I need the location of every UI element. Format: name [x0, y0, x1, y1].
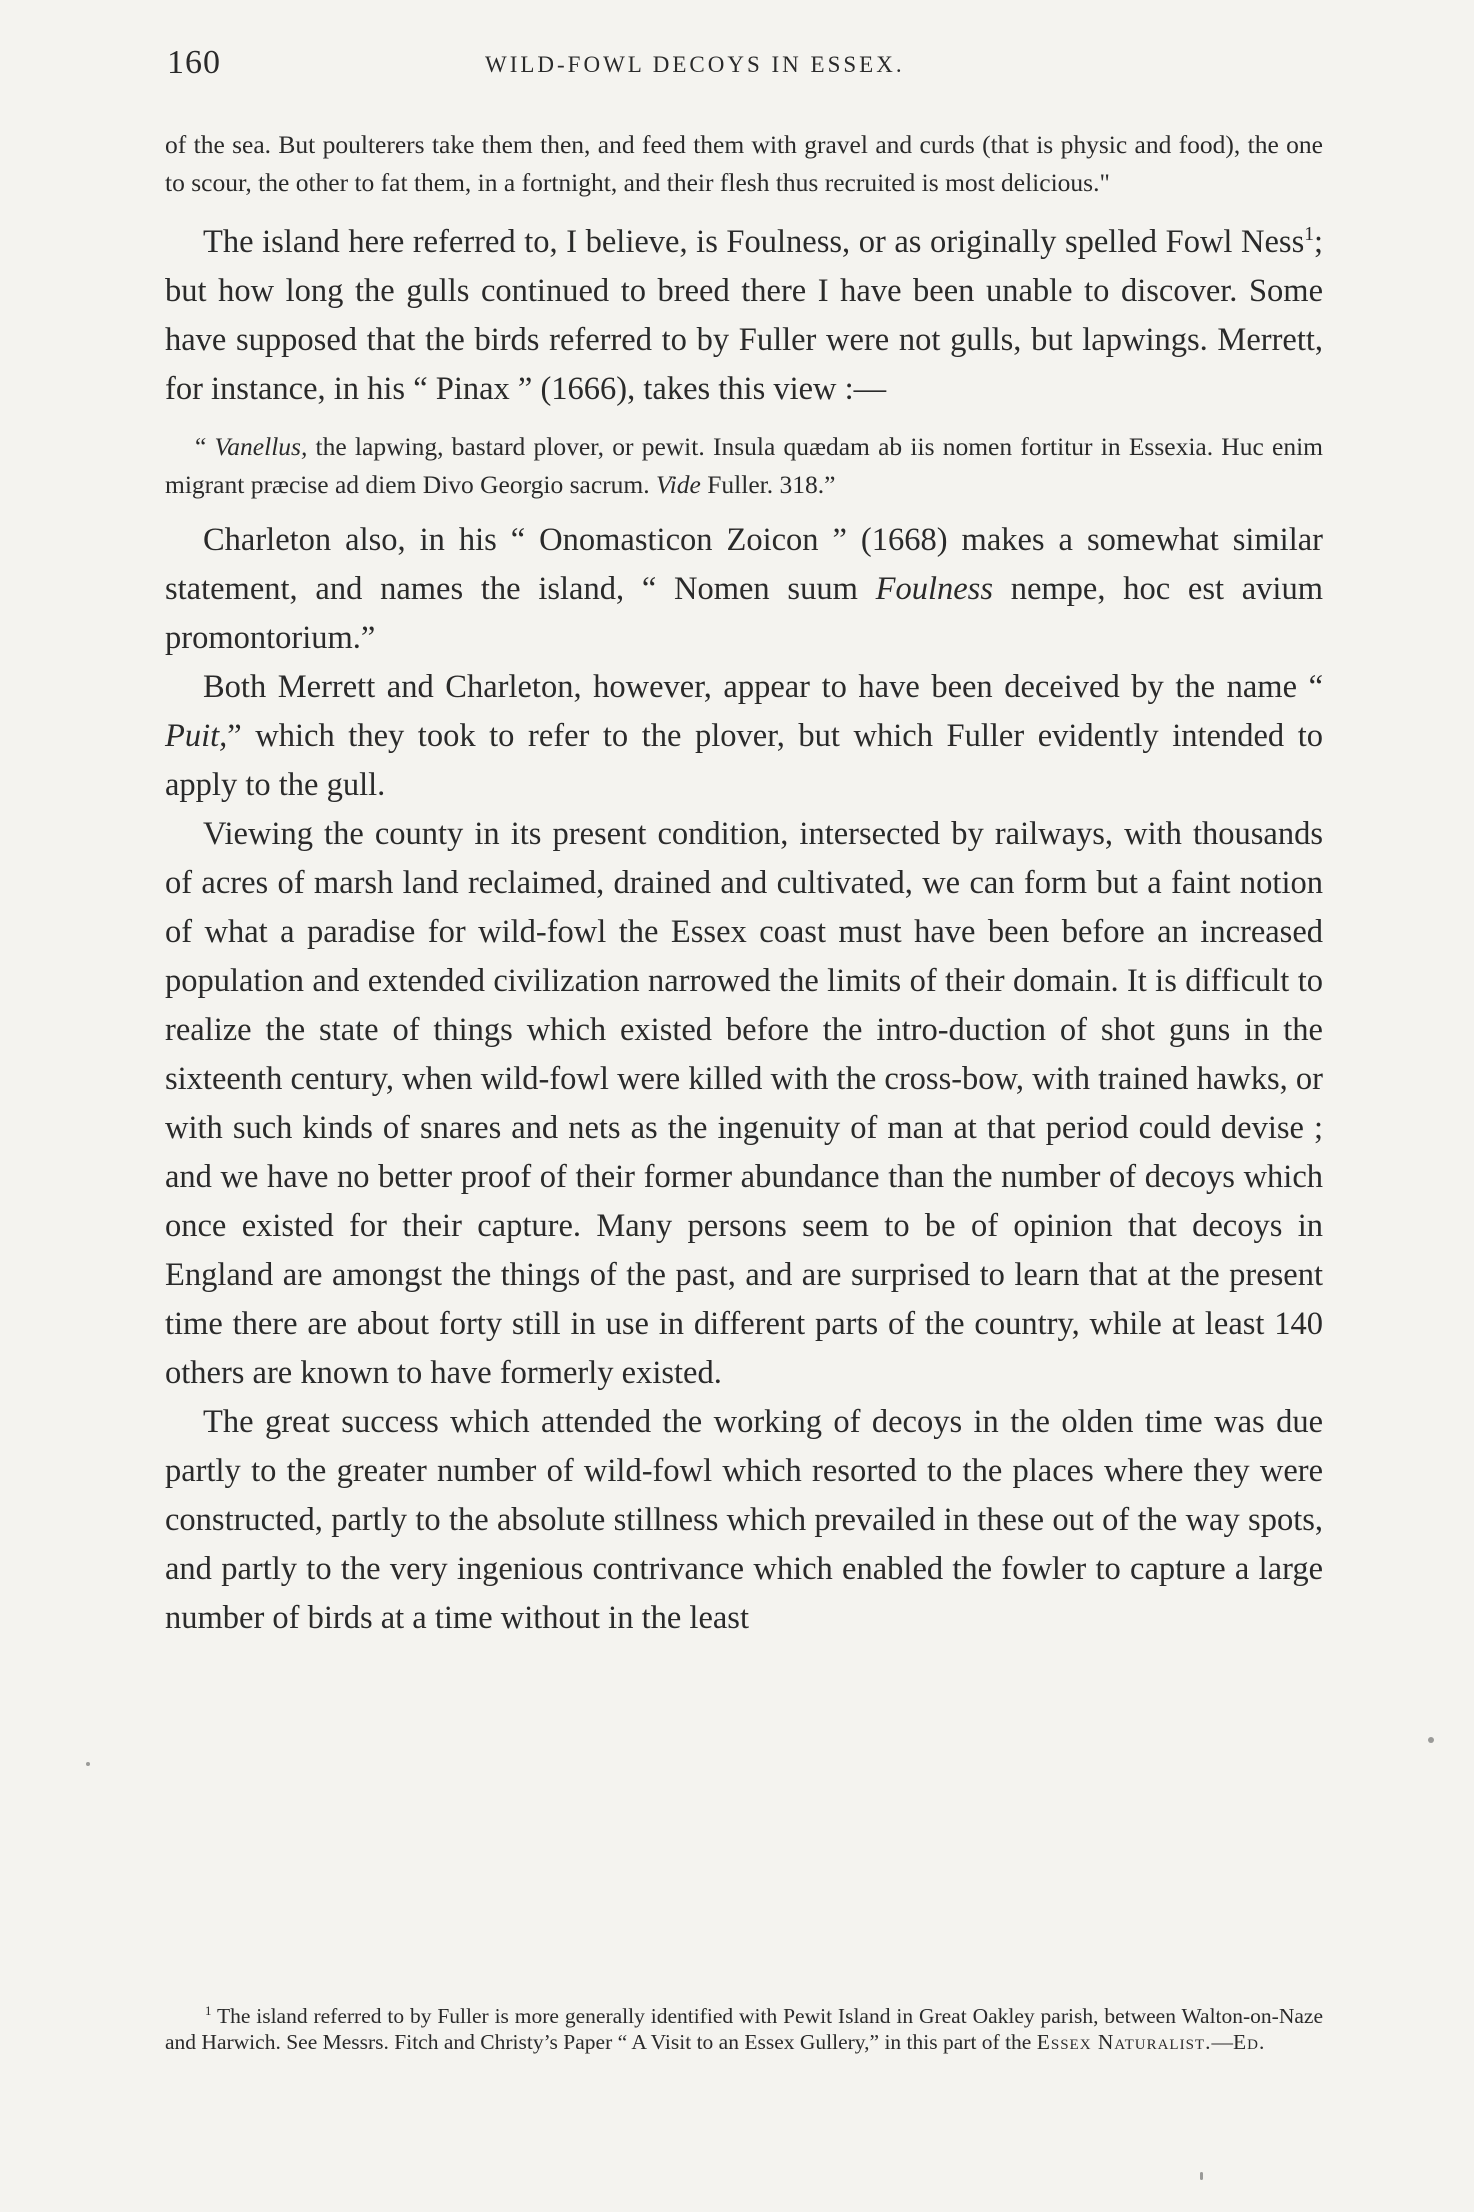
merrett-quote-open: “ [195, 432, 215, 461]
paragraph-charleton-text-2: nempe, hoc est avium promontorium.” [165, 571, 1323, 656]
paragraph-merrett-charleton [165, 663, 1323, 810]
footnote-reference: 1 [1304, 224, 1314, 246]
page-number: 160 [167, 44, 221, 81]
paragraph-foulness [165, 218, 1323, 414]
footnote-text-1: The island referred to by Fuller is more generally identified with Pewit Island in Great Oakley parish, between Walton-on-Naze and Harwich. See Messrs. Fitch and Christy’s Paper “ A Visit to an Essex Gullery,” in this part of the [165, 2004, 1323, 2054]
footnote-text-2: — [1211, 2030, 1233, 2054]
footnote-marker: 1 [205, 2003, 212, 2018]
paragraph-charleton-italic: Foulness [875, 571, 993, 607]
footnote-journal-name: Essex Naturalist. [1036, 2030, 1212, 2054]
merrett-quote-vide: Vide [656, 470, 701, 499]
paragraph-county: Viewing the county in its present condition, intersected by railways, with thousands of acres of marsh land reclaimed, drained and cultivated, we can form but a faint notion of what a paradise for wild-fowl the Essex coast must have been before an increased population and extended civilization narrowed the limits of their domain. It is difficult to realize the state of things which existed before the intro-duction of shot guns in the sixteenth century, when wild-fowl were killed with the cross-bow, with trained hawks, or with such kinds of snares and nets as the ingenuity of man at that period could devise ; and we have no better proof of their former abundance than the number of decoys which once existed for their capture. Many persons seem to be of opinion that decoys in England are amongst the things of the past, and are surprised to learn that at the present time there are about forty still in use in different parts of the country, while at least 140 others are known to have formerly existed. [165, 816, 1323, 1391]
footnote-editor-mark: Ed. [1232, 2030, 1266, 2054]
page-header [155, 44, 1325, 84]
merrett-quote-italic: Vanellus, [214, 432, 308, 461]
merrett-quote [165, 428, 1323, 504]
paper-speck [1428, 1737, 1434, 1743]
merrett-quote-text-2: Fuller. 318.” [700, 470, 836, 499]
paragraph-foulness-text-1: The island here referred to, I believe, is Foulness, or as originally spelled Fowl Ness [203, 224, 1305, 260]
paragraph-charleton [165, 516, 1323, 663]
paragraph-merrett-charleton-text-2: ” which they took to refer to the plover, but which Fuller evidently intended to apply to the gull. [165, 718, 1323, 803]
paragraph-merrett-charleton-italic: Puit, [165, 718, 228, 754]
paragraph-foulness-text-2: ; but how long the gulls continued to breed there I have been unable to discover. Some have supposed that the birds referred to by Fuller were not gulls, but lapwings. Merrett, for instance, in his “ Pinax ” (1666), takes this view :— [165, 224, 1323, 407]
paper-speck [86, 1762, 90, 1766]
main-text [165, 126, 1323, 1643]
fuller-quote-continuation: of the sea. But poulterers take them then, and feed them with gravel and curds (that is physic and food), the one to scour, the other to fat them, in a fortnight, and their flesh thus recruited is most delicious." [165, 130, 1323, 197]
merrett-quote-text-1: the lapwing, bastard plover, or pewit. Insula quædam ab iis nomen fortitur in Essexia. Huc enim migrant præcise ad diem Divo Georgio sacrum. [165, 432, 1323, 499]
paragraph-merrett-charleton-text-1: Both Merrett and Charleton, however, appear to have been deceived by the name “ [203, 669, 1323, 705]
paragraph-success: The great success which attended the working of decoys in the olden time was due partly to the greater number of wild-fowl which resorted to the places where they were constructed, partly to the absolute stillness which prevailed in these out of the way spots, and partly to the very ingenious contrivance which enabled the fowler to capture a large number of birds at a time without in the least [165, 1404, 1323, 1636]
running-title: WILD-FOWL DECOYS IN ESSEX. [485, 52, 905, 77]
footnotes [165, 2003, 1323, 2055]
footnote-1 [165, 2003, 1323, 2055]
paragraph-charleton-text-1: Charleton also, in his “ Onomasticon Zoicon ” (1668) makes a somewhat similar statement, and names the island, “ Nomen suum [165, 522, 1323, 607]
paper-speck [1200, 2172, 1203, 2180]
